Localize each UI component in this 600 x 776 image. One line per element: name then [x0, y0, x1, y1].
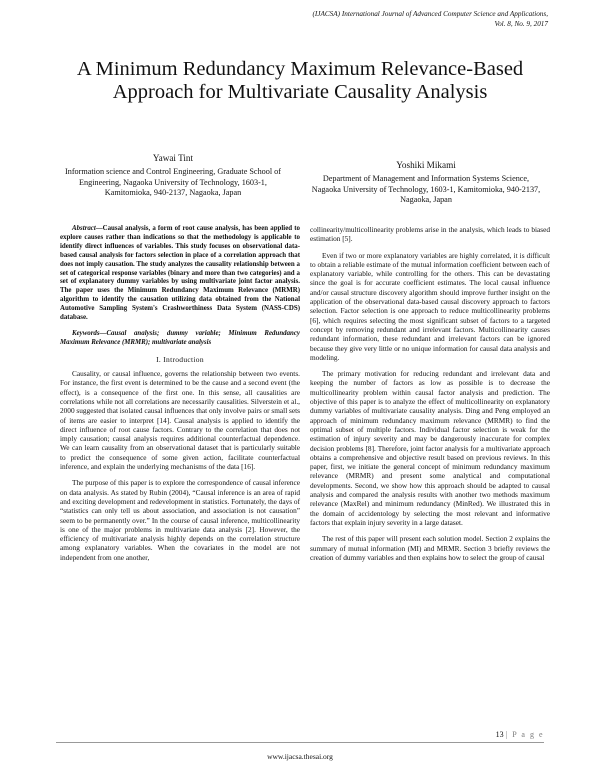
- abstract-label: Abstract: [72, 225, 96, 232]
- body-paragraph: The primary motivation for reducing redundant and irrelevant data and keeping the number of factors as low as possible is to decrease the multicollinearity problem within causal factor analysis and prediction. The objective of this paper is to analyze the effect of multicollinearity on explanatory dummy variables of multivariate causality analysis. Ding and Peng employed an approach of minimum redundancy maximum relevance (MRMR) to find the optimal subset of multiple factors. Individual factor selection is weak for the estimation of injury severity and may be dangerously inaccurate for complex decision problems [8]. Therefore, joint factor analysis for a multivariate approach obtains a comprehensive and objective result based on previous reviews. In this paper, first, we initiate the general concept of minimum redundancy maximum relevance (MRMR) and present some analytical and computational developments. Second, we show how this approach should be adapted to causal analysis and compared the analysis results with another two methods maximum relevance (MaxRel) and minimum redundancy (MinRed). We illustrated this in the domain of accidentology by selecting the most relevant and informative factors that explain injury severity in a large dataset.: [310, 369, 550, 527]
- author-affiliation: Department of Management and Information Systems Science, Nagaoka University of Technology, 1603-1, Kamitomioka, 940-2137, Nagaoka, Japan: [311, 173, 541, 205]
- abstract: [60, 225, 300, 323]
- author-affiliation: Information science and Control Engineering, Graduate School of Engineering, Nagaoka University of Technology, 1603-1, Kamitomioka, 940-2137, Nagaoka, Japan: [65, 166, 281, 198]
- page-label: | P a g e: [505, 730, 544, 739]
- body-paragraph: Even if two or more explanatory variables are highly correlated, it is difficult to obtain a reliable estimate of the mutual information coefficient between each of explanatory variable, while controlling for the others. This can be devastating since the goal is for accurate coefficient estimates. The local causal influence and/or causal structure discovery algorithm should improve further insight on the application of the observational data-based causal discovery approach to factors selection. Factor selection is one approach to reduce multicollinearity problems [6], which requires selecting the most significant subset of factors to a targeted concept by removing redundant and irrelevant factors. Multicollinearity causes redundant information, these redundant and irrelevant factors can be ignored because they give very little or no unique information for causal data analysis and modeling.: [310, 250, 550, 362]
- right-column: [310, 225, 550, 569]
- footer-url: www.ijacsa.thesai.org: [267, 752, 333, 761]
- author-name: Yawai Tint: [152, 153, 194, 163]
- section-heading: I. Introduction: [156, 354, 204, 364]
- author-name: Yoshiki Mikami: [396, 160, 456, 170]
- journal-header: [208, 9, 548, 29]
- body-paragraph: Causality, or causal influence, governs the relationship between two events. For instance, the first event is determined to be the cause and a second event (the effect), is a consequence of the first one. In this sense, all causalities are correlations while not all correlations are necessarily causalities. Silverstein et al., 2000 suggested that isolated causal influences that only involve pairs or small sets of items are easier to interpret [14]. Causal analysis is applied to identify the direct influence of root cause factors. Contrary to the correlation that does not imply causation; causal analysis requires additional counterfactual dependence. We can learn causality from an observational dataset that is particularly suitable to predict the consequence of some given action, facilitate counterfactual inference, and explain the underlying mechanisms of the data [16].: [60, 369, 300, 472]
- author-block-2: [310, 160, 542, 206]
- author-block-1: [58, 153, 288, 199]
- body-paragraph: The rest of this paper will present each solution model. Section 2 explains the summary of mutual information (MI) and MRMR. Section 3 briefly reviews the creation of dummy variables and then explains how to select the group of causal: [310, 534, 550, 562]
- paper-title: A Minimum Redundancy Maximum Relevance-Based Approach for Multivariate Causality Analysis: [76, 58, 524, 103]
- abstract-text: —Causal analysis, a form of root cause analysis, has been applied to explore causes rather than indications so that the methodology is applicable to identify direct influences of variables. This study focuses on observational data-based causal analysis for factors selection in place of a correlation approach that does not imply causation. The study analyzes the causality relationship between a set of categorical response variables (binary and more than two categories) and a set of explanatory dummy variables by using multivariate joint factor analysis. The paper uses the Minimum Redundancy Maximum Relevance (MRMR) algorithm to identify the causation utilizing data obtained from the National Automotive Sampling System's Crashworthiness Data System (NASS-CDS) database.: [60, 225, 300, 322]
- keywords: Keywords—Causal analysis; dummy variable; Minimum Redundancy Maximum Relevance (MRMR); multivariate analysis: [60, 329, 300, 346]
- page-number: 13: [495, 730, 504, 739]
- footer-divider: [56, 742, 544, 743]
- body-paragraph: collinearity/multicollinearity problems arise in the analysis, which leads to biased estimation [5].: [310, 225, 550, 244]
- journal-header-line2: Vol. 8, No. 9, 2017: [494, 20, 548, 28]
- journal-header-line1: (IJACSA) International Journal of Advanced Computer Science and Applications,: [312, 10, 548, 18]
- body-paragraph: The purpose of this paper is to explore the correspondence of causal inference on data analysis. As stated by Rubin (2004), “Causal inference is an area of rapid and exciting development and redevelopment in statistics. Fortunately, the days of “statistics can only tell us about association, and association is not causation” seem to be permanently over.” In the course of causal inference, multicollinearity is one of the major problems in multivariate data analysis [2]. However, the efficiency of multivariate analysis highly depends on the correlation structure among explanatory variables. When the covariates in the model are not independent from one another,: [60, 478, 300, 562]
- page-number-block: [496, 730, 544, 739]
- left-column: [60, 225, 300, 569]
